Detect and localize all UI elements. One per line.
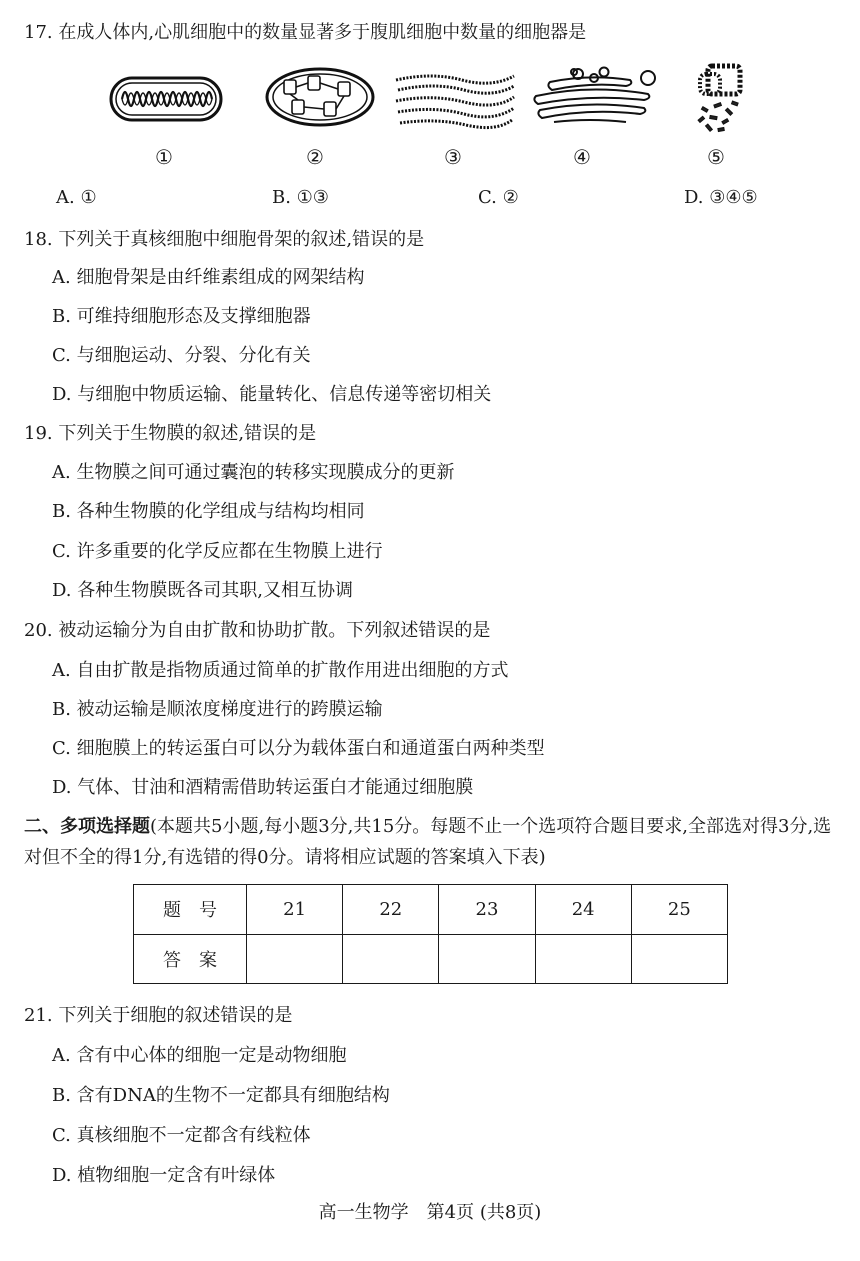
- q18-option-a: A. 细胞骨架是由纤维素组成的网架结构: [52, 267, 365, 288]
- q19-option-d: D. 各种生物膜既各司其职,又相互协调: [52, 580, 353, 601]
- q21-stem: 21. 下列关于细胞的叙述错误的是: [24, 1005, 293, 1026]
- organelle-figures: [0, 60, 860, 138]
- q18-option-b: B. 可维持细胞形态及支撑细胞器: [52, 306, 311, 327]
- figure-label-3: ③: [444, 145, 462, 169]
- q17-option-d: D. ③④⑤: [684, 187, 758, 208]
- q21-option-b: B. 含有DNA的生物不一定都具有细胞结构: [52, 1085, 390, 1106]
- answer-cell-22[interactable]: [343, 934, 439, 984]
- q19-option-b: B. 各种生物膜的化学组成与结构均相同: [52, 501, 365, 522]
- chloroplast-figure: [264, 66, 376, 128]
- answer-table-answer-header: 答 案: [134, 934, 247, 984]
- q18-option-d: D. 与细胞中物质运输、能量转化、信息传递等密切相关: [52, 384, 492, 405]
- q20-option-b: B. 被动运输是顺浓度梯度进行的跨膜运输: [52, 699, 383, 720]
- mitochondrion-figure: [108, 74, 224, 124]
- section2-instructions: (本题共5小题,每小题3分,共15分。每题不止一个选项符合题目要求,全部选对得3分,选对但不全的得1分,有选错的得0分。请将相应试题的答案填入下表): [24, 816, 832, 868]
- figure-label-5: ⑤: [707, 145, 725, 169]
- answer-cell-21[interactable]: [247, 934, 343, 984]
- answer-table-number-22: 22: [343, 885, 439, 935]
- centriole-figure: [690, 60, 752, 136]
- q19-option-a: A. 生物膜之间可通过囊泡的转移实现膜成分的更新: [52, 462, 455, 483]
- answer-table-number-25: 25: [631, 885, 727, 935]
- rough-er-figure: [392, 70, 518, 130]
- q19-option-c: C. 许多重要的化学反应都在生物膜上进行: [52, 541, 383, 562]
- q20-option-a: A. 自由扩散是指物质通过简单的扩散作用进出细胞的方式: [52, 660, 509, 681]
- q20-stem: 20. 被动运输分为自由扩散和协助扩散。下列叙述错误的是: [24, 620, 491, 641]
- answer-table-answer-row: [134, 934, 728, 984]
- q17-option-b: B. ①③: [272, 187, 329, 208]
- q21-option-c: C. 真核细胞不一定都含有线粒体: [52, 1125, 311, 1146]
- answer-cell-24[interactable]: [535, 934, 631, 984]
- section2-heading: 二、多项选择题: [24, 816, 150, 837]
- q21-option-a: A. 含有中心体的细胞一定是动物细胞: [52, 1045, 347, 1066]
- answer-table-number-row: [134, 885, 728, 935]
- answer-table: [133, 884, 728, 984]
- q18-stem: 18. 下列关于真核细胞中细胞骨架的叙述,错误的是: [24, 229, 425, 250]
- q17-option-c: C. ②: [478, 187, 519, 208]
- page-footer: 高一生物学 第4页 (共8页): [318, 1202, 542, 1223]
- figure-label-1: ①: [155, 145, 173, 169]
- answer-table-number-header: 题 号: [134, 885, 247, 935]
- figure-label-2: ②: [306, 145, 324, 169]
- golgi-figure: [530, 64, 660, 130]
- q18-option-c: C. 与细胞运动、分裂、分化有关: [52, 345, 311, 366]
- q17-stem: 17. 在成人体内,心肌细胞中的数量显著多于腹肌细胞中数量的细胞器是: [24, 22, 587, 43]
- q19-stem: 19. 下列关于生物膜的叙述,错误的是: [24, 423, 317, 444]
- answer-table-number-21: 21: [247, 885, 343, 935]
- answer-cell-23[interactable]: [439, 934, 535, 984]
- answer-cell-25[interactable]: [631, 934, 727, 984]
- section2-header: [24, 811, 839, 873]
- answer-table-number-24: 24: [535, 885, 631, 935]
- q21-option-d: D. 植物细胞一定含有叶绿体: [52, 1165, 276, 1186]
- q20-option-c: C. 细胞膜上的转运蛋白可以分为载体蛋白和通道蛋白两种类型: [52, 738, 545, 759]
- figure-label-4: ④: [573, 145, 591, 169]
- q17-option-a: A. ①: [56, 187, 97, 208]
- q20-option-d: D. 气体、甘油和酒精需借助转运蛋白才能通过细胞膜: [52, 777, 474, 798]
- answer-table-number-23: 23: [439, 885, 535, 935]
